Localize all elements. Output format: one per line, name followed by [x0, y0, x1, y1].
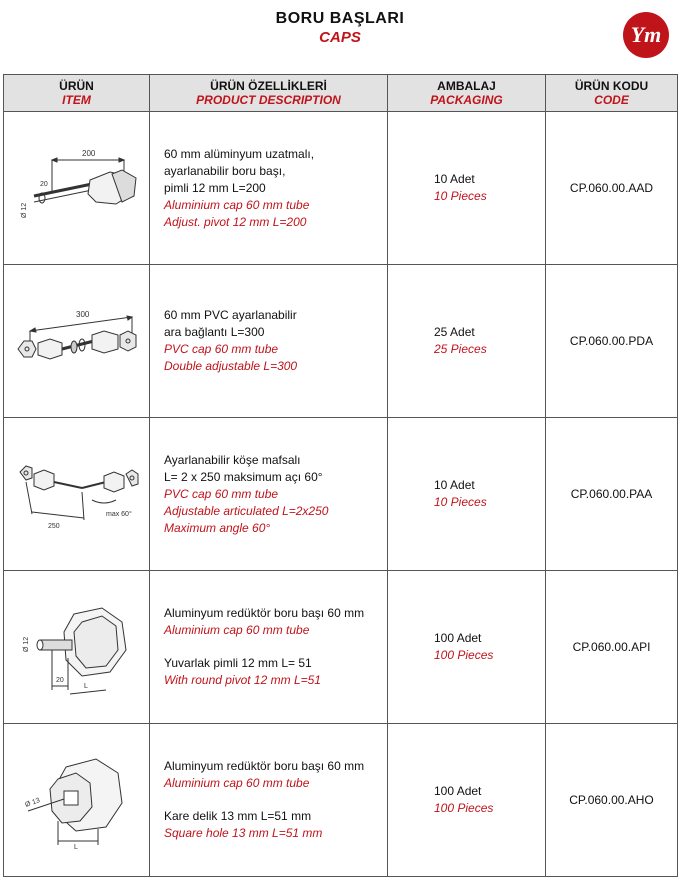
svg-text:L: L [73, 844, 78, 851]
svg-text:20: 20 [39, 181, 48, 188]
table-row [4, 571, 678, 724]
svg-text:max 60°: max 60° [105, 511, 132, 518]
double-adjustable-drawing [12, 291, 142, 391]
description-cell: 60 mm alüminyum uzatmalı, ayarlanabilir boru başı, pimli 12 mm L=200 Aluminium cap 60 mm tube Adjust. pivot 12 mm L=200 [150, 112, 388, 265]
title-english: CAPS [319, 29, 361, 46]
code-cell: CP.060.00.AHO [546, 724, 678, 877]
articulated-joint-drawing [12, 444, 142, 544]
logo-text: Ym [630, 22, 662, 47]
svg-text:20: 20 [55, 677, 64, 684]
svg-text:L: L [83, 683, 88, 690]
code-cell: CP.060.00.PDA [546, 265, 678, 418]
description-cell: Aluminyum redüktör boru başı 60 mm Aluminium cap 60 mm tube Kare delik 13 mm L=51 mm Square hole 13 mm L=51 mm [150, 724, 388, 877]
svg-text:Ø 12: Ø 12 [22, 636, 30, 652]
item-drawing-cell [4, 112, 150, 265]
description-cell: Aluminyum redüktör boru başı 60 mm Aluminium cap 60 mm tube Yuvarlak pimli 12 mm L= 51 With round pivot 12 mm L=51 [150, 571, 388, 724]
table-row [4, 265, 678, 418]
table-header-row [4, 75, 678, 112]
description-cell: Ayarlanabilir köşe mafsalı L= 2 x 250 maksimum açı 60° PVC cap 60 mm tube Adjustable articulated L=2x250 Maximum angle 60° [150, 418, 388, 571]
code-cell: CP.060.00.PAA [546, 418, 678, 571]
item-drawing-cell [4, 571, 150, 724]
description-cell: 60 mm PVC ayarlanabilir ara bağlantı L=300 PVC cap 60 mm tube Double adjustable L=300 [150, 265, 388, 418]
header-description: ÜRÜN ÖZELLİKLERİ PRODUCT DESCRIPTION [150, 75, 388, 112]
svg-text:Ø 12: Ø 12 [20, 202, 28, 218]
round-pivot-cap-drawing [12, 592, 142, 702]
svg-text:Ø 13: Ø 13 [23, 797, 41, 809]
table-row [4, 724, 678, 877]
svg-text:300: 300 [75, 310, 89, 319]
packaging-cell: 10 Adet 10 Pieces [388, 418, 546, 571]
extension-cap-drawing [12, 138, 142, 238]
header-code: ÜRÜN KODU CODE [546, 75, 678, 112]
header-item: ÜRÜN ITEM [4, 75, 150, 112]
table-row [4, 112, 678, 265]
item-drawing-cell [4, 724, 150, 877]
square-hole-cap-drawing [12, 745, 142, 855]
title-turkish: BORU BAŞLARI [275, 10, 405, 27]
svg-text:200: 200 [81, 149, 95, 158]
item-drawing-cell [4, 265, 150, 418]
packaging-cell: 100 Adet 100 Pieces [388, 724, 546, 877]
item-drawing-cell [4, 418, 150, 571]
packaging-cell: 25 Adet 25 Pieces [388, 265, 546, 418]
code-cell: CP.060.00.API [546, 571, 678, 724]
products-table [3, 74, 678, 877]
code-cell: CP.060.00.AAD [546, 112, 678, 265]
header-packaging: AMBALAJ PACKAGING [388, 75, 546, 112]
table-row [4, 418, 678, 571]
packaging-cell: 100 Adet 100 Pieces [388, 571, 546, 724]
brand-logo [622, 11, 670, 59]
packaging-cell: 10 Adet 10 Pieces [388, 112, 546, 265]
svg-text:250: 250 [47, 523, 60, 530]
page-title [0, 10, 680, 46]
